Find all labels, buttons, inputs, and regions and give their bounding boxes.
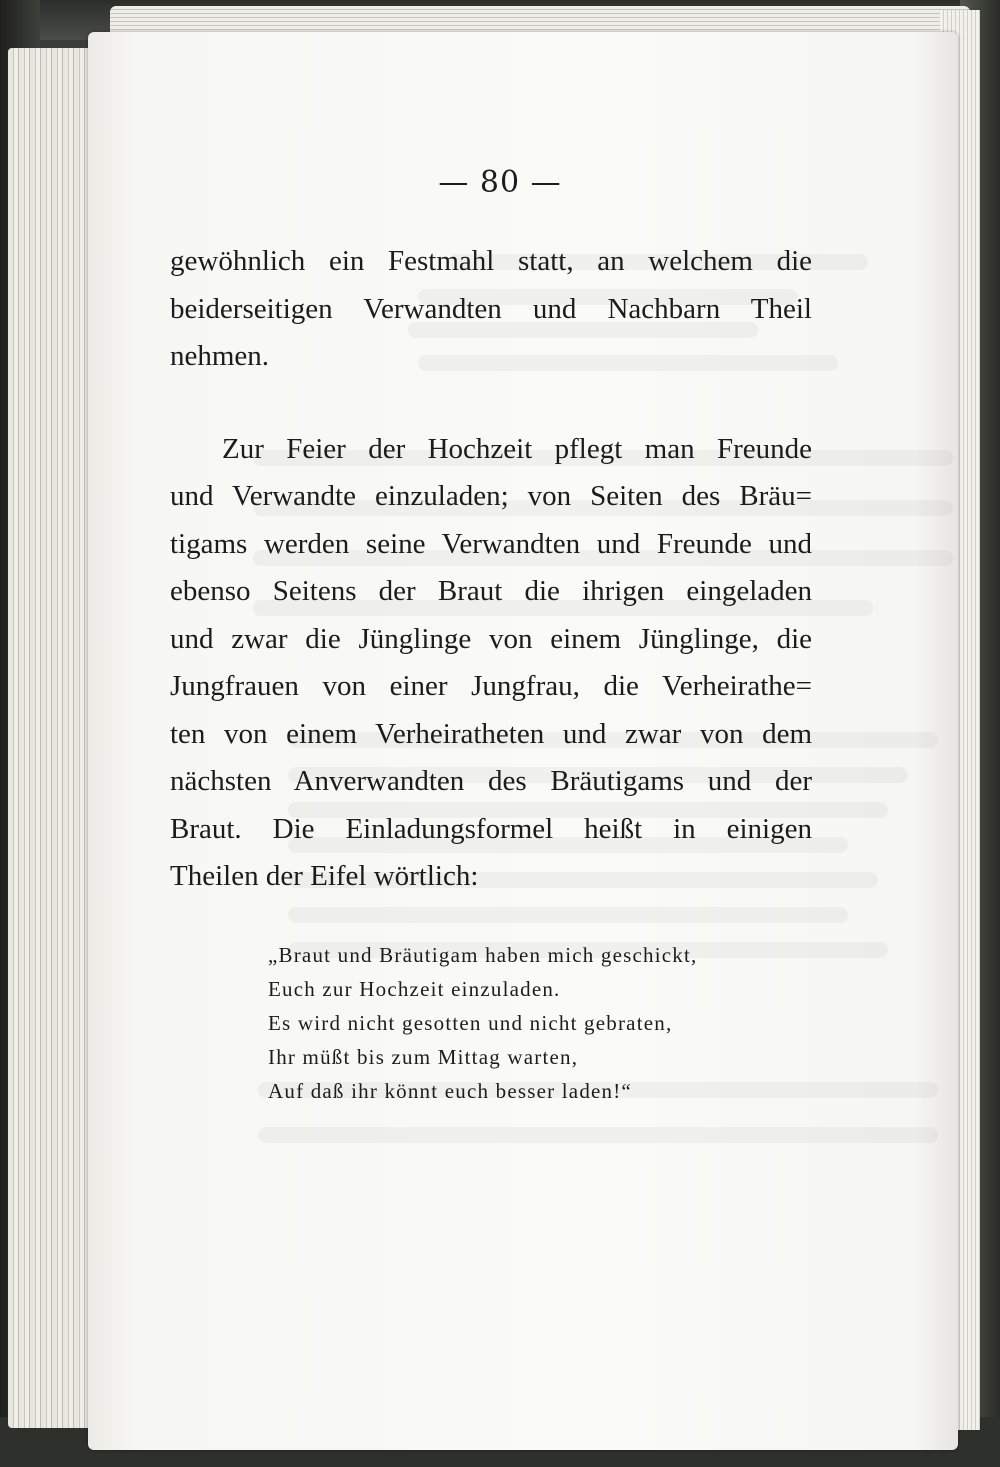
text-line: Braut. Die Einladungsformel heißt in einigen [170,812,812,845]
text-line: Jungfrauen von einer Jungfrau, die Verheirathe= [170,670,812,702]
text-line: Theilen der Eifel wörtlich: [170,860,479,892]
text-line: und Verwandte einzuladen; von Seiten des Bräu= [170,480,812,512]
text-line: nächsten Anverwandten des Bräutigams und der [170,765,812,797]
text-line: Zur Feier der Hochzeit pflegt man Freunde [222,432,812,465]
verse-line: Ihr müßt bis zum Mittag warten, [268,1045,579,1069]
page-number: — 80 — [438,165,562,200]
paragraph-2 [170,426,812,901]
verse-line: Euch zur Hochzeit einzuladen. [268,977,561,1001]
text-line: ten von einem Verheiratheten und zwar von dem [170,717,812,750]
verse-line: Es wird nicht gesotten und nicht gebraten, [268,1011,673,1035]
text-line: beiderseitigen Verwandten und Nachbarn Theil [170,292,812,325]
paragraph-1 [170,238,812,381]
text-line: und zwar die Jünglinge von einem Jünglinge, die [170,622,812,655]
body-text [170,238,812,901]
text-line: ebenso Seitens der Braut die ihrigen eingeladen [170,575,812,607]
verse-line: Auf daß ihr könnt euch besser laden!“ [268,1079,632,1103]
text-line: gewöhnlich ein Festmahl statt, an welchem die [170,245,812,277]
invitation-verse [268,938,697,1108]
text-line: tigams werden seine Verwandten und Freunde und [170,527,812,560]
verse-line: „Braut und Bräutigam haben mich geschickt, [268,943,698,967]
text-line: nehmen. [170,340,270,372]
